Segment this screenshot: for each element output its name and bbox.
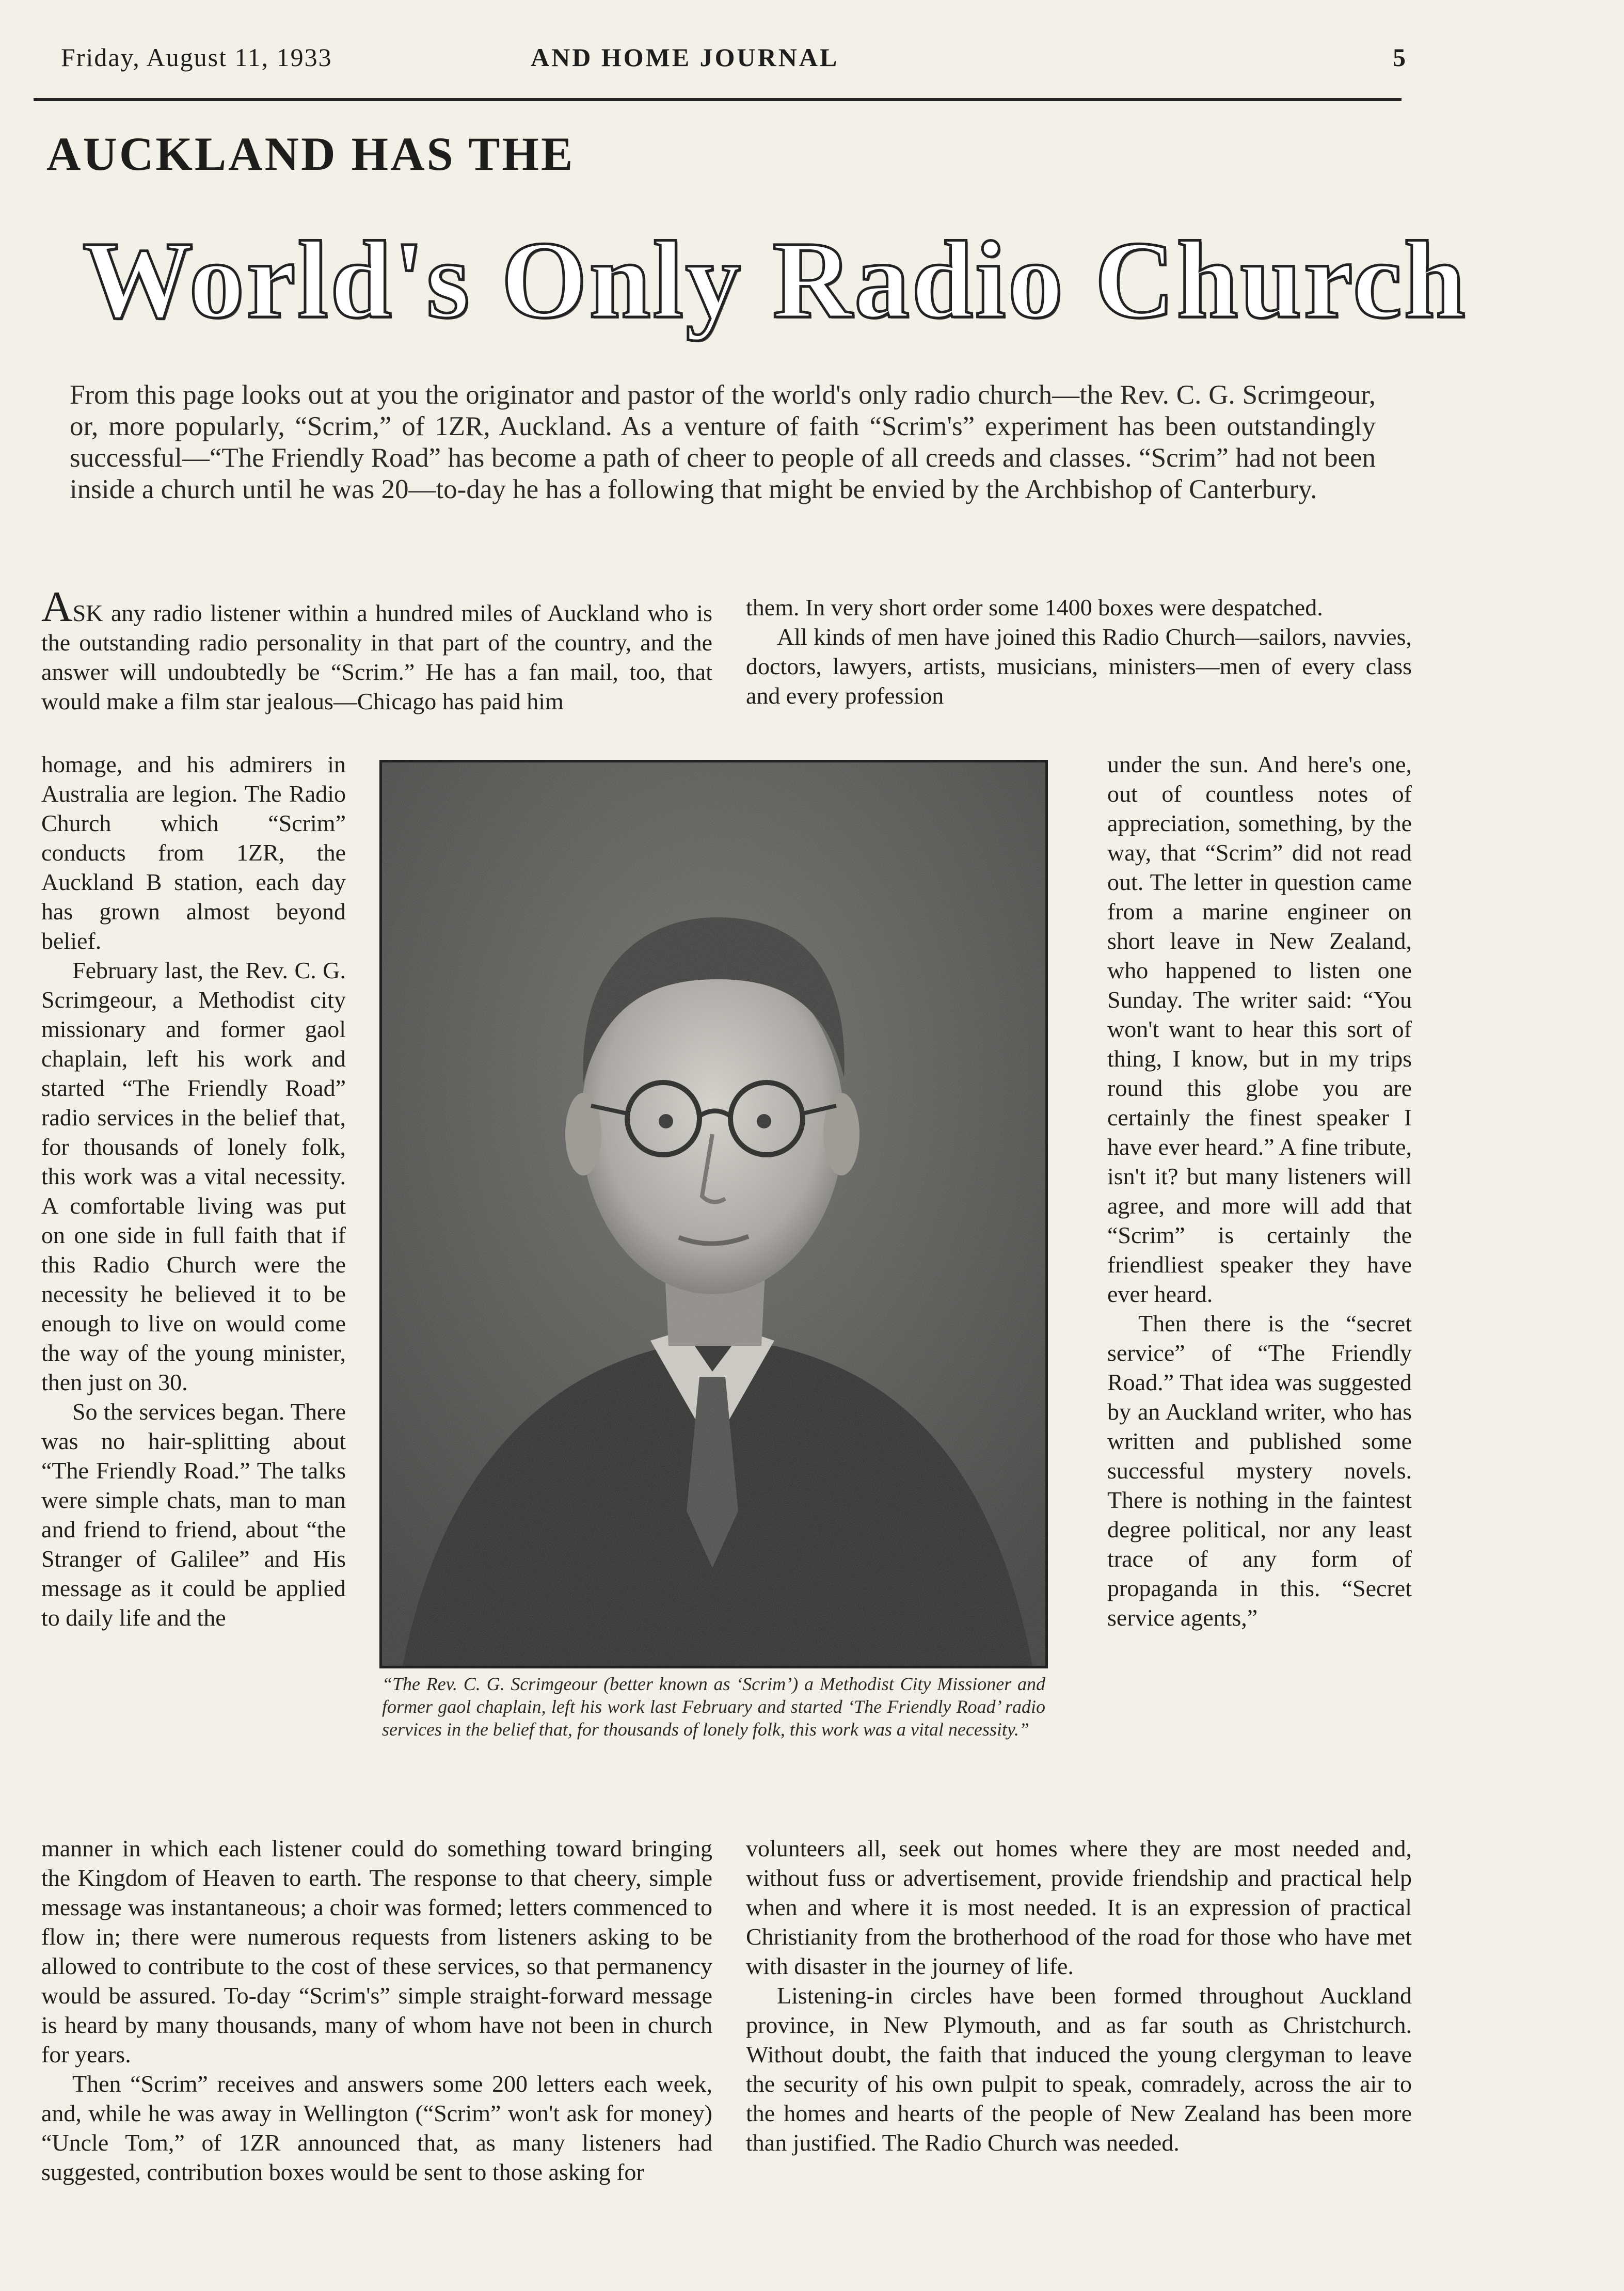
portrait-photo bbox=[379, 760, 1048, 1668]
photo-caption: “The Rev. C. G. Scrimgeour (better known as ‘Scrim’) a Methodist City Missioner and former gaol chaplain, left his work last February and started ‘The Friendly Road’ radio services in the belief that, for thousands of lonely folk, this work was a vital necessity.” bbox=[382, 1674, 1045, 1740]
page-number: 5 bbox=[1393, 43, 1407, 72]
paragraph: them. In very short order some 1400 boxes were despatched. bbox=[746, 594, 1323, 621]
column-2-beside-photo bbox=[1107, 750, 1412, 1632]
paragraph: manner in which each listener could do something toward bringing the Kingdom of Heaven to earth. The response to that cheery, simple message was instantaneous; a choir was formed; letters commenced to flow in; there were numerous requests from listeners asking to be allowed to contribute to the cost of these services, so that permanency would be assured. To-day “Scrim's” simple straight-forward message is heard by many thousands, many of whom have not been in church for years. bbox=[41, 1835, 712, 2067]
issue-date: Friday, August 11, 1933 bbox=[61, 43, 332, 72]
paragraph: under the sun. And here's one, out of countless notes of appreciation, something, by the way, that “Scrim” did not read out. The letter in question came from a marine engineer on short leave in New Zealand, who happened to listen one Sunday. The writer said: “You won't want to hear this sort of thing, I know, but in my trips round this globe you are certainly the finest speaker I have ever heard.” A fine tribute, isn't it? but many listeners will agree, and more will add that “Scrim” is certainly the friendliest speaker they have ever heard. bbox=[1107, 751, 1412, 1307]
header-rule bbox=[34, 98, 1402, 101]
portrait-image bbox=[382, 762, 1045, 1666]
headline: World's Only Radio Church bbox=[83, 219, 1468, 341]
headline-kicker: AUCKLAND HAS THE bbox=[46, 128, 575, 180]
paragraph: February last, the Rev. C. G. Scrimgeour, a Methodist city missionary and former gaol chaplain, left his work and started “The Friendly Road” radio services in the belief that, for thousands of lonely folk, this work was a vital necessity. A comfortable living was put on one side in full faith that if this Radio Church were the necessity he believed it to be enough to live on would come the way of the young minister, then just on 30. bbox=[41, 957, 346, 1395]
column-1-intro-text: SK any radio listener within a hundred miles of Auckland who is the outstanding radio personality in that part of the country, and the answer will undoubtedly be “Scrim.” He has a fan mail, too, that would make a film star jealous—Chicago has paid him bbox=[41, 600, 712, 714]
column-1-intro bbox=[41, 583, 712, 716]
paragraph: Then “Scrim” receives and answers some 200 letters each week, and, while he was away in Wellington (“Scrim” won't ask for money) “Uncle Tom,” of 1ZR announced that, as many listeners had suggested, contribution boxes would be sent to those asking for bbox=[41, 2071, 712, 2185]
column-2-continuation bbox=[746, 1834, 1412, 2157]
paragraph: Then there is the “secret service” of “The Friendly Road.” That idea was suggested by an Auckland writer, who has written and published some successful mystery novels. There is nothing in the faintest degree political, nor any least trace of any form of propaganda in this. “Secret service agents,” bbox=[1107, 1310, 1412, 1631]
running-head bbox=[61, 42, 1407, 84]
publication-name: AND HOME JOURNAL bbox=[531, 43, 839, 72]
column-1-beside-photo bbox=[41, 750, 346, 1632]
drop-cap: A bbox=[41, 583, 73, 631]
column-2-intro bbox=[746, 593, 1412, 710]
paragraph: Listening-in circles have been formed throughout Auckland province, in New Plymouth, and as far south as Christchurch. Without doubt, the faith that induced the young clergyman to leave the security of his own pulpit to speak, comradely, across the air to the homes and hearts of the people of New Zealand has been more than justified. The Radio Church was needed. bbox=[746, 1982, 1412, 2156]
paragraph: volunteers all, seek out homes where they are most needed and, without fuss or advertisement, provide friendship and practical help when and where it is most needed. It is an expression of practical Christianity from the brotherhood of the road for those who have met with disaster in the journey of life. bbox=[746, 1835, 1412, 1979]
column-1-continuation bbox=[41, 1834, 712, 2187]
paragraph: So the services began. There was no hair-splitting about “The Friendly Road.” The talks were simple chats, man to man and friend to friend, about “the Stranger of Galilee” and His message as it could be applied to daily life and the bbox=[41, 1398, 346, 1631]
paragraph: homage, and his admirers in Australia are legion. The Radio Church which “Scrim” conducts from 1ZR, the Auckland B station, each day has grown almost beyond belief. bbox=[41, 751, 346, 954]
paragraph: All kinds of men have joined this Radio Church—sailors, navvies, doctors, lawyers, artists, musicians, ministers—men of every class and every profession bbox=[746, 624, 1412, 709]
standfirst: From this page looks out at you the originator and pastor of the world's only radio church—the Rev. C. G. Scrimgeour, or, more popularly, “Scrim,” of 1ZR, Auckland. As a venture of faith “Scrim's” experiment has been outstandingly successful—“The Friendly Road” has become a path of cheer to people of all creeds and classes. “Scrim” had not been inside a church until he was 20—to-day he has a following that might be envied by the Archbishop of Canterbury. bbox=[70, 380, 1376, 504]
